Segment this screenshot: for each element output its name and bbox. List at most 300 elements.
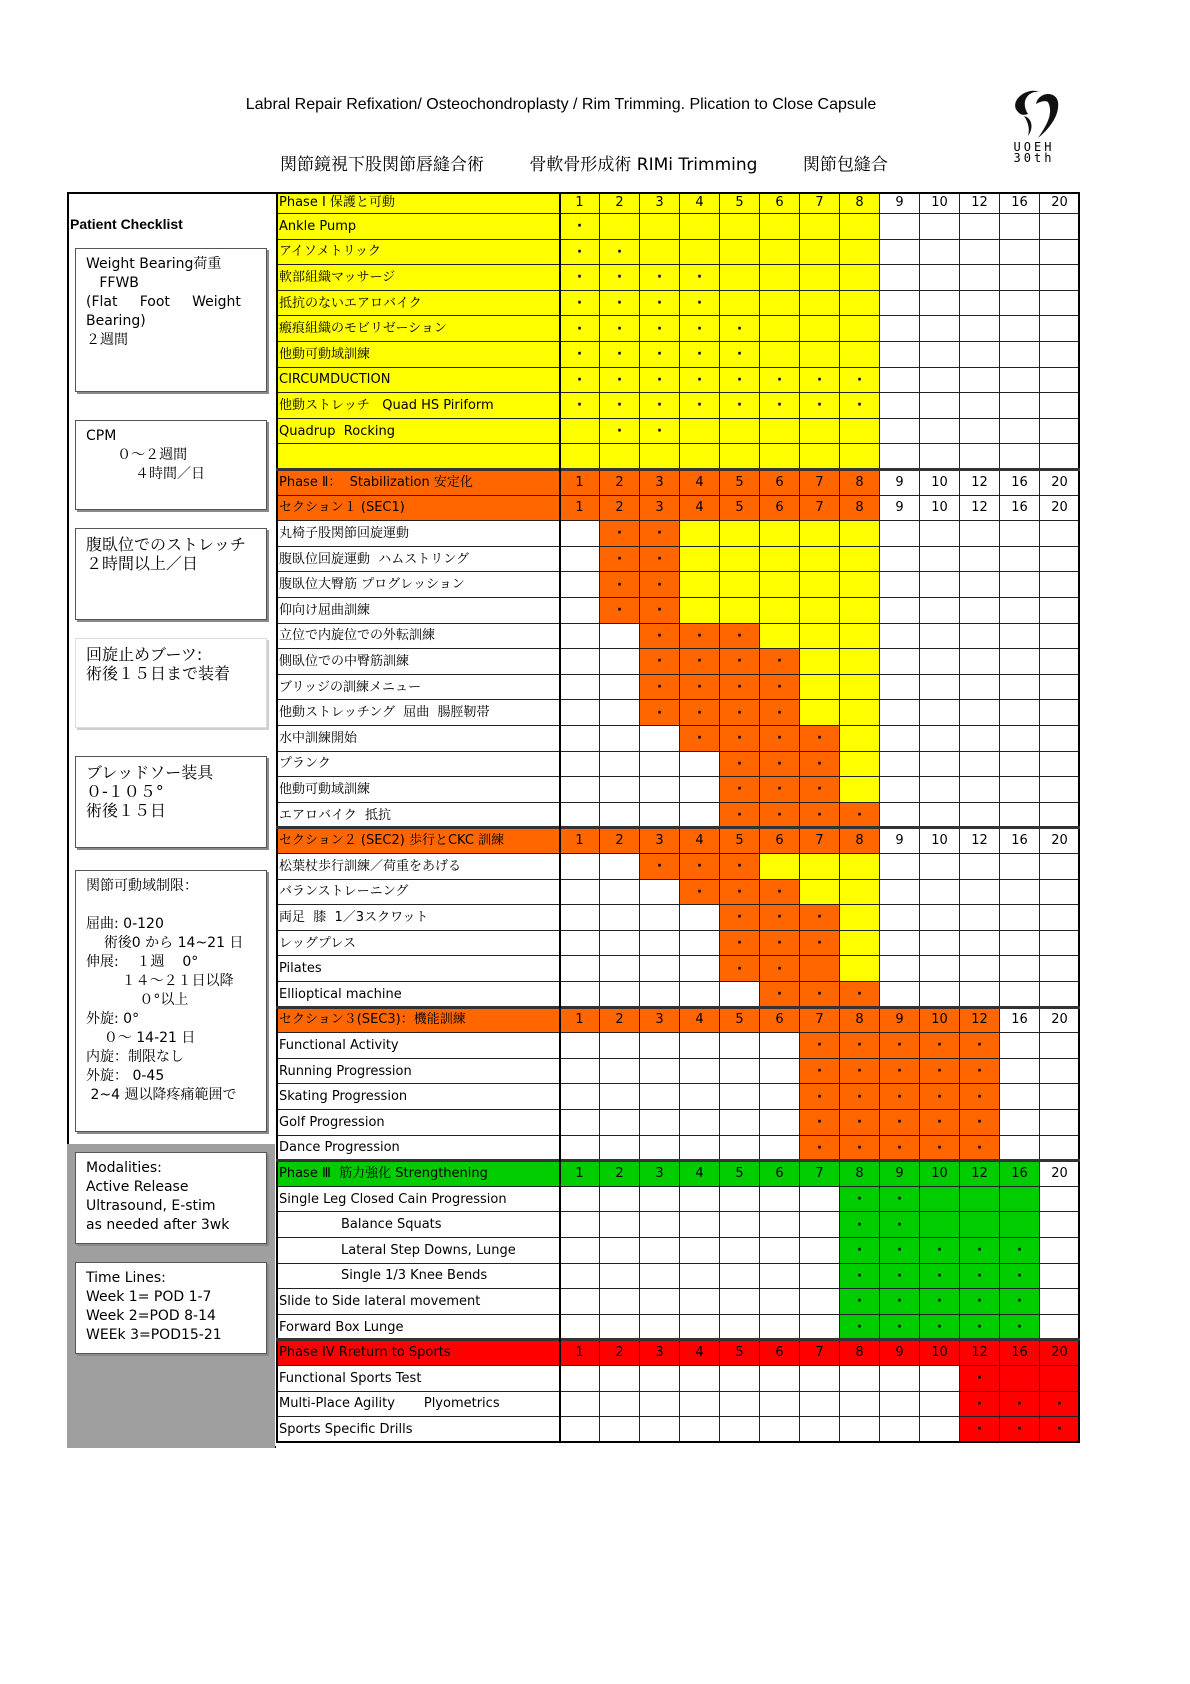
activity-dot: ·	[640, 419, 680, 445]
week-cell	[640, 1033, 680, 1059]
week-cell	[920, 240, 960, 266]
week-number-cell: 10	[920, 1161, 960, 1187]
activity-dot: ·	[720, 368, 760, 394]
week-cell	[600, 777, 640, 803]
week-cell	[600, 675, 640, 701]
week-cell	[840, 752, 880, 778]
week-cell	[800, 342, 840, 368]
week-cell	[680, 1392, 720, 1418]
week-cell	[920, 444, 960, 470]
week-number-cell: 20	[1040, 470, 1080, 496]
week-cell	[920, 982, 960, 1008]
week-cell	[800, 1187, 840, 1213]
week-cell	[920, 291, 960, 317]
phase-header-label: Phase Ⅱ： Stabilization 安定化	[276, 470, 560, 496]
activity-dot: ·	[800, 1033, 840, 1059]
week-cell	[760, 1110, 800, 1136]
logo-text-line2: 30th	[1013, 151, 1055, 165]
week-cell	[1040, 1264, 1080, 1290]
week-number-cell: 8	[840, 828, 880, 854]
exercise-label: 腹臥位回旋運動 ハムストリング	[276, 547, 560, 573]
exercise-label: 瘢痕組織のモビリゼーション	[276, 316, 560, 342]
activity-dot: ·	[760, 675, 800, 701]
week-cell	[560, 1366, 600, 1392]
activity-dot: ·	[720, 905, 760, 931]
week-cell	[560, 777, 600, 803]
week-cell	[640, 752, 680, 778]
activity-dot: ·	[760, 393, 800, 419]
week-cell	[1040, 726, 1080, 752]
week-cell	[560, 1187, 600, 1213]
week-cell	[840, 316, 880, 342]
week-cell	[680, 803, 720, 829]
week-cell	[640, 1110, 680, 1136]
week-cell	[720, 1136, 760, 1162]
activity-dot: ·	[640, 316, 680, 342]
week-cell	[960, 803, 1000, 829]
activity-dot: ·	[760, 880, 800, 906]
cpm-box: CPM ０～２週間 ４時間／日	[75, 420, 267, 510]
activity-dot: ·	[760, 649, 800, 675]
subtitle-part-1: 関節鏡視下股関節唇縫合術	[280, 155, 484, 175]
week-number-cell: 7	[800, 470, 840, 496]
week-cell	[960, 982, 1000, 1008]
activity-dot: ·	[760, 368, 800, 394]
week-cell	[840, 240, 880, 266]
week-number-cell: 16	[1000, 470, 1040, 496]
activity-dot: ·	[840, 1264, 880, 1290]
activity-dot: ·	[880, 1084, 920, 1110]
week-cell	[960, 572, 1000, 598]
week-cell	[720, 598, 760, 624]
week-cell	[1040, 1366, 1080, 1392]
week-cell	[920, 956, 960, 982]
week-cell	[1040, 419, 1080, 445]
week-number-cell: 6	[760, 1008, 800, 1034]
week-cell	[960, 726, 1000, 752]
week-cell	[720, 1110, 760, 1136]
activity-dot: ·	[800, 393, 840, 419]
activity-dot: ·	[760, 956, 800, 982]
week-cell	[1040, 649, 1080, 675]
week-cell	[880, 624, 920, 650]
week-number-cell: 16	[1000, 192, 1040, 214]
exercise-label: エアロバイク 抵抗	[276, 803, 560, 829]
activity-dot: ·	[880, 1059, 920, 1085]
week-cell	[600, 1366, 640, 1392]
week-cell	[560, 1033, 600, 1059]
week-cell	[680, 777, 720, 803]
activity-dot: ·	[960, 1059, 1000, 1085]
derotation-boot-box: 回旋止めブーツ: 術後１５日まで装着	[75, 638, 267, 728]
week-cell	[840, 675, 880, 701]
week-cell	[800, 444, 840, 470]
week-cell	[720, 1059, 760, 1085]
week-cell	[760, 1059, 800, 1085]
week-cell	[800, 240, 840, 266]
week-cell	[1040, 240, 1080, 266]
week-cell	[600, 931, 640, 957]
activity-dot: ·	[640, 342, 680, 368]
week-cell	[680, 1084, 720, 1110]
week-number-cell: 9	[880, 496, 920, 522]
week-cell	[960, 956, 1000, 982]
exercise-label: Balance Squats	[276, 1212, 560, 1238]
week-cell	[1040, 1187, 1080, 1213]
activity-dot: ·	[1000, 1289, 1040, 1315]
week-cell	[880, 700, 920, 726]
week-cell	[680, 956, 720, 982]
week-cell	[960, 265, 1000, 291]
activity-dot: ·	[840, 1212, 880, 1238]
week-cell	[1040, 572, 1080, 598]
week-cell	[640, 1366, 680, 1392]
week-cell	[640, 777, 680, 803]
week-number-cell: 7	[800, 496, 840, 522]
activity-dot: ·	[720, 316, 760, 342]
activity-dot: ·	[680, 291, 720, 317]
week-cell	[600, 1238, 640, 1264]
patient-checklist-header: Patient Checklist	[70, 216, 183, 232]
activity-dot: ·	[800, 1059, 840, 1085]
week-cell	[760, 547, 800, 573]
week-number-cell: 12	[960, 1008, 1000, 1034]
week-cell	[1000, 1366, 1040, 1392]
activity-dot: ·	[920, 1084, 960, 1110]
activity-dot: ·	[720, 342, 760, 368]
activity-dot: ·	[760, 726, 800, 752]
week-cell	[880, 393, 920, 419]
activity-dot: ·	[760, 905, 800, 931]
week-number-cell: 7	[800, 192, 840, 214]
week-cell	[720, 1289, 760, 1315]
week-number-cell: 2	[600, 496, 640, 522]
activity-dot: ·	[960, 1366, 1000, 1392]
activity-dot: ·	[800, 1084, 840, 1110]
week-cell	[1040, 1238, 1080, 1264]
activity-dot: ·	[840, 368, 880, 394]
activity-dot: ·	[880, 1187, 920, 1213]
activity-dot: ·	[840, 1110, 880, 1136]
week-cell	[800, 291, 840, 317]
week-cell	[920, 1366, 960, 1392]
week-cell	[880, 240, 920, 266]
week-cell	[920, 803, 960, 829]
week-number-cell: 1	[560, 1008, 600, 1034]
activity-dot: ·	[600, 291, 640, 317]
week-cell	[920, 777, 960, 803]
activity-dot: ·	[560, 316, 600, 342]
week-cell	[600, 905, 640, 931]
activity-dot: ·	[920, 1059, 960, 1085]
week-cell	[960, 752, 1000, 778]
week-cell	[960, 905, 1000, 931]
exercise-label: 仰向け屈曲訓練	[276, 598, 560, 624]
week-number-cell: 12	[960, 828, 1000, 854]
week-cell	[800, 1264, 840, 1290]
week-cell	[680, 752, 720, 778]
week-cell	[600, 214, 640, 240]
week-cell	[880, 880, 920, 906]
week-cell	[760, 1315, 800, 1341]
week-cell	[1040, 700, 1080, 726]
week-cell	[920, 1187, 960, 1213]
activity-dot: ·	[960, 1315, 1000, 1341]
exercise-label: 軟部組織マッサージ	[276, 265, 560, 291]
week-cell	[560, 700, 600, 726]
week-number-cell: 20	[1040, 192, 1080, 214]
phase-separator	[276, 468, 1080, 471]
activity-dot: ·	[960, 1084, 1000, 1110]
week-cell	[880, 598, 920, 624]
week-number-cell: 4	[680, 192, 720, 214]
week-cell	[1040, 547, 1080, 573]
week-cell	[840, 598, 880, 624]
week-cell	[560, 982, 600, 1008]
week-cell	[880, 982, 920, 1008]
week-number-cell: 20	[1040, 1161, 1080, 1187]
week-cell	[920, 265, 960, 291]
week-cell	[1040, 1059, 1080, 1085]
activity-dot: ·	[960, 1136, 1000, 1162]
week-number-cell: 4	[680, 1340, 720, 1366]
document-title-text: Labral Repair Refixation/ Osteochondroplasty / Rim Trimming. Plication to Close Capsule	[245, 96, 877, 113]
week-cell	[920, 368, 960, 394]
week-cell	[1000, 1212, 1040, 1238]
activity-dot: ·	[600, 342, 640, 368]
week-cell	[840, 649, 880, 675]
week-cell	[560, 726, 600, 752]
week-cell	[600, 1033, 640, 1059]
week-cell	[1000, 1033, 1040, 1059]
activity-dot: ·	[800, 1136, 840, 1162]
logo-text-line1: UOEH	[1013, 140, 1055, 154]
week-cell	[1040, 1033, 1080, 1059]
week-cell	[680, 547, 720, 573]
week-number-cell: 12	[960, 1161, 1000, 1187]
week-number-cell: 5	[720, 192, 760, 214]
week-cell	[1040, 880, 1080, 906]
activity-dot: ·	[840, 393, 880, 419]
activity-dot: ·	[800, 931, 840, 957]
week-cell	[920, 675, 960, 701]
activity-dot: ·	[680, 675, 720, 701]
week-number-cell: 4	[680, 1161, 720, 1187]
week-cell	[920, 521, 960, 547]
activity-dot: ·	[1000, 1417, 1040, 1443]
bledsoe-brace-box: ブレッドソー装具 ０-１０５° 術後１５日	[75, 756, 267, 848]
phase-separator	[276, 1006, 1080, 1009]
activity-dot: ·	[600, 598, 640, 624]
week-cell	[1000, 880, 1040, 906]
week-cell	[880, 572, 920, 598]
week-cell	[1000, 1110, 1040, 1136]
exercise-label: 水中訓練開始	[276, 726, 560, 752]
week-cell	[560, 1136, 600, 1162]
week-cell	[880, 905, 920, 931]
week-cell	[1000, 777, 1040, 803]
weight-bearing-box: Weight Bearing荷重 FFWB (Flat Foot Weight Bearing) ２週間	[75, 248, 267, 392]
week-cell	[800, 265, 840, 291]
week-cell	[760, 521, 800, 547]
week-cell	[640, 880, 680, 906]
activity-dot: ·	[640, 598, 680, 624]
week-cell	[640, 214, 680, 240]
week-cell	[960, 598, 1000, 624]
week-cell	[1040, 1212, 1080, 1238]
week-cell	[560, 572, 600, 598]
activity-dot: ·	[680, 880, 720, 906]
week-cell	[560, 1110, 600, 1136]
week-cell	[680, 1289, 720, 1315]
activity-dot: ·	[840, 1289, 880, 1315]
phase-separator	[276, 1338, 1080, 1341]
week-cell	[560, 1417, 600, 1443]
week-cell	[1000, 240, 1040, 266]
week-cell	[560, 675, 600, 701]
activity-dot: ·	[560, 291, 600, 317]
week-cell	[880, 265, 920, 291]
timelines-box: Time Lines: Week 1= POD 1-7 Week 2=POD 8-14 WEEk 3=POD15-21	[75, 1262, 267, 1354]
week-cell	[1000, 316, 1040, 342]
week-cell	[720, 521, 760, 547]
activity-dot: ·	[680, 265, 720, 291]
week-number-cell: 10	[920, 1008, 960, 1034]
week-cell	[560, 905, 600, 931]
week-cell	[600, 1059, 640, 1085]
week-cell	[800, 1289, 840, 1315]
week-cell	[800, 1315, 840, 1341]
week-cell	[800, 598, 840, 624]
activity-dot: ·	[760, 931, 800, 957]
week-cell	[760, 1289, 800, 1315]
week-number-cell: 5	[720, 1008, 760, 1034]
week-cell	[840, 880, 880, 906]
week-cell	[880, 1392, 920, 1418]
activity-dot: ·	[720, 880, 760, 906]
week-cell	[920, 214, 960, 240]
week-cell	[880, 368, 920, 394]
activity-dot: ·	[800, 803, 840, 829]
activity-dot: ·	[800, 982, 840, 1008]
week-cell	[880, 854, 920, 880]
week-cell	[1040, 1315, 1080, 1341]
week-cell	[560, 1289, 600, 1315]
exercise-label: Pilates	[276, 956, 560, 982]
week-number-cell: 1	[560, 1161, 600, 1187]
week-cell	[560, 956, 600, 982]
week-number-cell: 6	[760, 828, 800, 854]
week-cell	[600, 1417, 640, 1443]
exercise-label: 抵抗のないエアロバイク	[276, 291, 560, 317]
exercise-label: Functional Sports Test	[276, 1366, 560, 1392]
week-cell	[600, 726, 640, 752]
week-cell	[680, 572, 720, 598]
week-cell	[1000, 521, 1040, 547]
week-number-cell: 9	[880, 1161, 920, 1187]
activity-dot: ·	[840, 1084, 880, 1110]
week-number-cell: 4	[680, 496, 720, 522]
week-number-cell: 16	[1000, 1008, 1040, 1034]
week-cell	[920, 624, 960, 650]
week-cell	[920, 1212, 960, 1238]
week-cell	[1000, 368, 1040, 394]
activity-dot: ·	[600, 240, 640, 266]
week-number-cell: 1	[560, 470, 600, 496]
week-cell	[880, 291, 920, 317]
activity-dot: ·	[720, 854, 760, 880]
week-cell	[920, 880, 960, 906]
week-number-cell: 2	[600, 1161, 640, 1187]
week-number-cell: 6	[760, 192, 800, 214]
week-number-cell: 20	[1040, 1008, 1080, 1034]
week-cell	[1000, 598, 1040, 624]
week-cell	[960, 521, 1000, 547]
week-number-cell: 9	[880, 192, 920, 214]
week-cell	[920, 419, 960, 445]
week-cell	[840, 444, 880, 470]
week-cell	[680, 1110, 720, 1136]
week-cell	[1040, 265, 1080, 291]
week-cell	[800, 214, 840, 240]
activity-dot: ·	[720, 931, 760, 957]
week-number-cell: 6	[760, 1161, 800, 1187]
week-cell	[1040, 931, 1080, 957]
week-cell	[680, 598, 720, 624]
japanese-subtitle	[280, 150, 928, 175]
week-cell	[640, 1417, 680, 1443]
week-cell	[1040, 342, 1080, 368]
week-cell	[760, 1136, 800, 1162]
week-number-cell: 10	[920, 1340, 960, 1366]
week-cell	[600, 752, 640, 778]
activity-dot: ·	[640, 393, 680, 419]
activity-dot: ·	[1000, 1264, 1040, 1290]
activity-dot: ·	[680, 700, 720, 726]
activity-dot: ·	[1000, 1392, 1040, 1418]
week-cell	[720, 291, 760, 317]
week-cell	[560, 444, 600, 470]
activity-dot: ·	[560, 393, 600, 419]
activity-dot: ·	[640, 854, 680, 880]
week-cell	[680, 444, 720, 470]
week-cell	[760, 1084, 800, 1110]
week-cell	[600, 1264, 640, 1290]
exercise-label	[276, 444, 560, 470]
week-cell	[760, 598, 800, 624]
week-number-cell: 12	[960, 496, 1000, 522]
week-cell	[1000, 854, 1040, 880]
activity-dot: ·	[880, 1033, 920, 1059]
week-cell	[1040, 368, 1080, 394]
activity-dot: ·	[600, 393, 640, 419]
week-cell	[960, 316, 1000, 342]
exercise-label: Sports Specific Drills	[276, 1417, 560, 1443]
week-cell	[1000, 624, 1040, 650]
week-cell	[640, 1289, 680, 1315]
week-cell	[1040, 982, 1080, 1008]
week-cell	[840, 1366, 880, 1392]
activity-dot: ·	[560, 265, 600, 291]
week-cell	[640, 1187, 680, 1213]
week-cell	[1000, 1136, 1040, 1162]
week-number-cell: 8	[840, 1161, 880, 1187]
week-cell	[960, 393, 1000, 419]
week-cell	[1000, 1084, 1040, 1110]
week-cell	[560, 880, 600, 906]
exercise-label: 側臥位での中臀筋訓練	[276, 649, 560, 675]
activity-dot: ·	[960, 1392, 1000, 1418]
